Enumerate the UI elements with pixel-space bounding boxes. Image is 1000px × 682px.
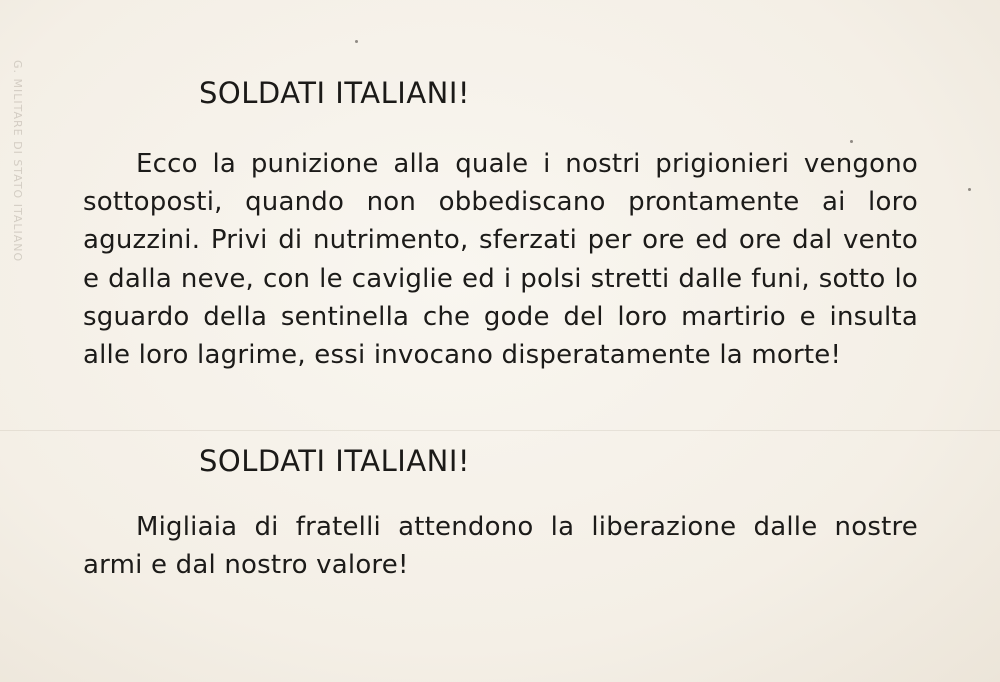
paper-speck xyxy=(355,40,358,43)
paper-speck xyxy=(850,140,853,143)
edge-text: G. MILITARE DI STATO ITALIANO xyxy=(11,60,24,263)
faded-edge-text xyxy=(6,60,28,580)
paragraph-fratelli: Migliaia di fratelli attendono la liberazione dalle nostre armi e dal nostro valore! xyxy=(83,512,918,581)
paper-speck xyxy=(968,188,971,191)
heading-soldati-italiani-1: SOLDATI ITALIANI! xyxy=(199,76,471,110)
heading-soldati-italiani-2: SOLDATI ITALIANI! xyxy=(199,444,471,478)
paragraph-punizione: Ecco la punizione alla quale i nostri prigionieri vengono sottoposti, quando non obbediscano prontamente ai loro aguzzini. Privi di nutrimento, sferzati per ore ed ore dal vento e dalla neve, con le caviglie ed i polsi stretti dalle funi, sotto lo sguardo della sentinella che gode del loro martirio e insulta alle loro lagrime, essi invocano disperatamente la morte! xyxy=(83,149,918,371)
paper-fold xyxy=(0,430,1000,431)
